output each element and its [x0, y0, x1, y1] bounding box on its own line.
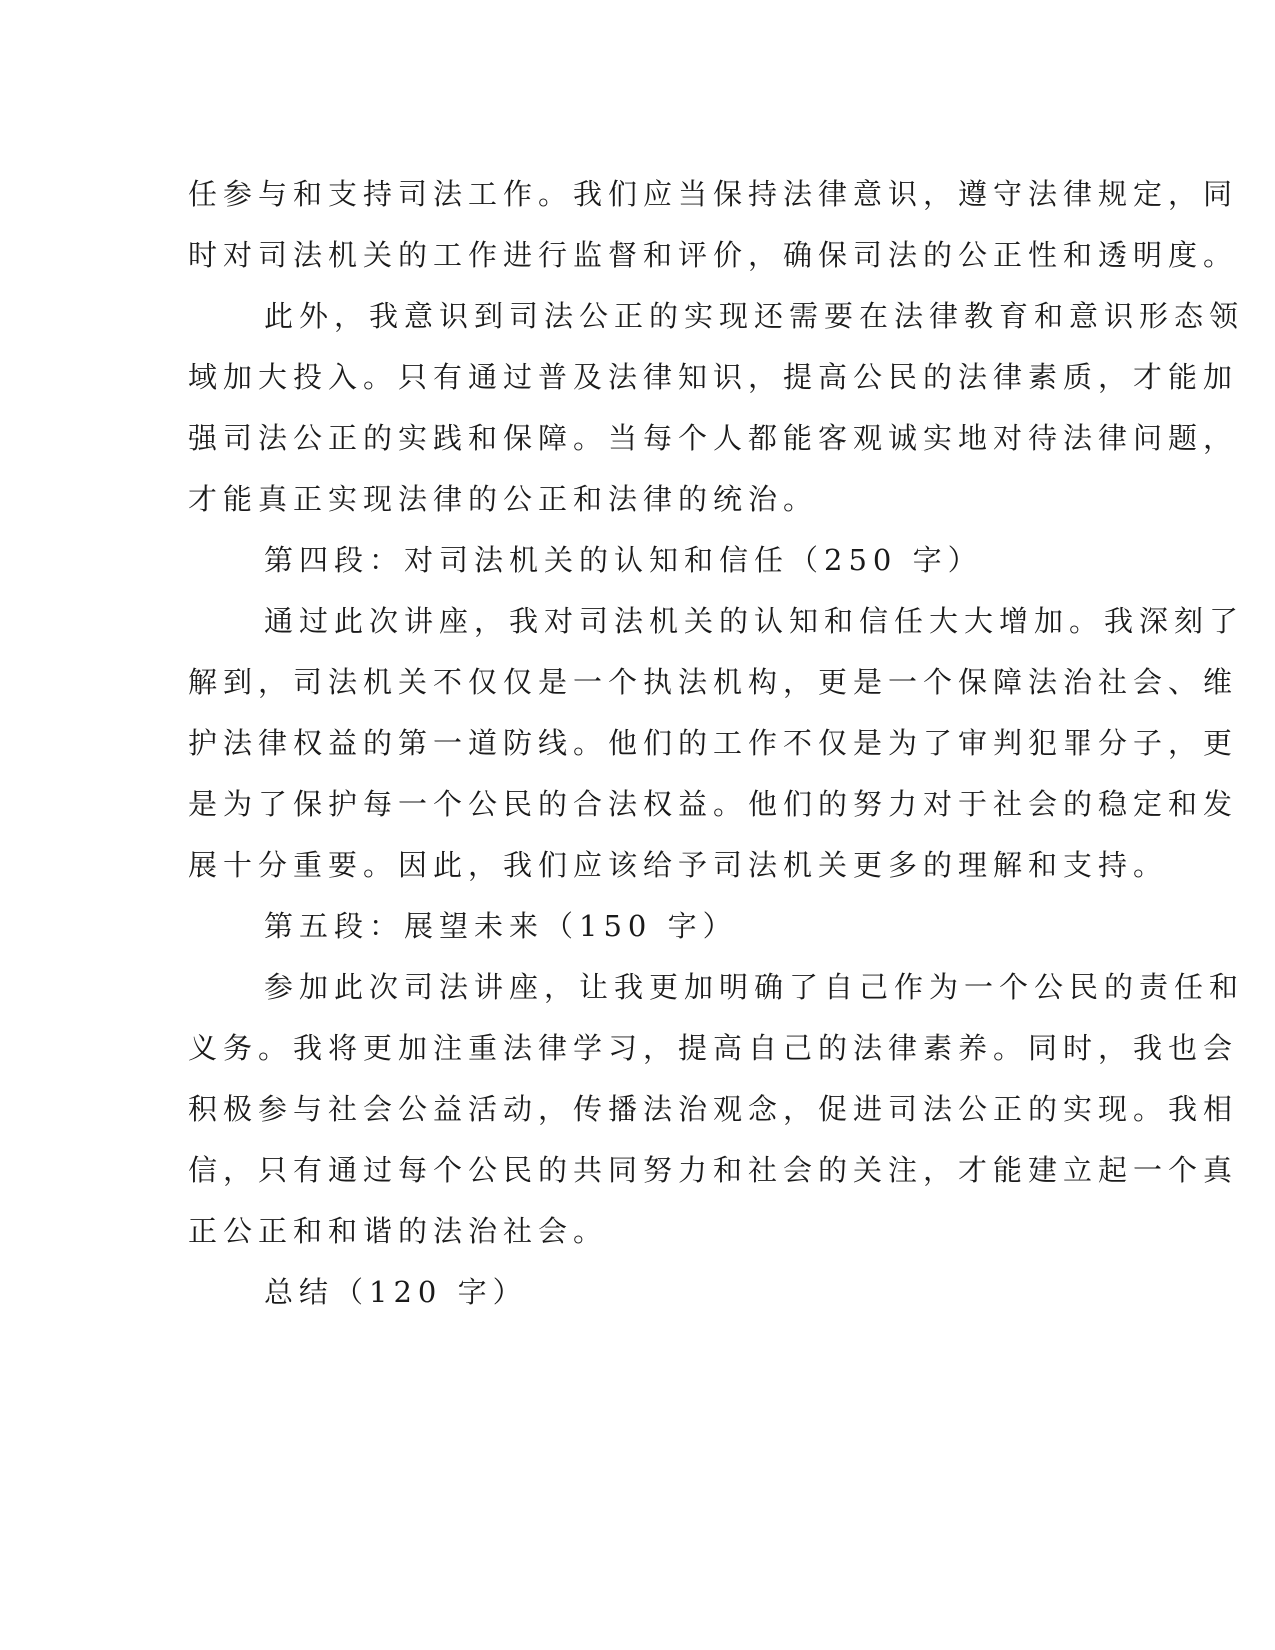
- text-line: 护法律权益的第一道防线。他们的工作不仅是为了审判犯罪分子，更: [188, 726, 1239, 760]
- text-line: 积极参与社会公益活动，传播法治观念，促进司法公正的实现。我相: [188, 1092, 1239, 1126]
- text-line: 参加此次司法讲座，让我更加明确了自己作为一个公民的责任和: [264, 970, 1245, 1004]
- text-line: 域加大投入。只有通过普及法律知识，提高公民的法律素质，才能加: [188, 360, 1239, 394]
- summary-heading: 总结（120 字）: [264, 1275, 528, 1309]
- paragraph: [188, 164, 1239, 286]
- text-line: 此外，我意识到司法公正的实现还需要在法律教育和意识形态领: [264, 299, 1245, 333]
- text-line: 时对司法机关的工作进行监督和评价，确保司法的公正性和透明度。: [188, 238, 1239, 272]
- section-heading: 第四段：对司法机关的认知和信任（250 字）: [264, 543, 983, 577]
- paragraph: [188, 591, 1245, 896]
- text-line: 正公正和和谐的法治社会。: [188, 1214, 609, 1248]
- text-line: 强司法公正的实践和保障。当每个人都能客观诚实地对待法律问题，: [188, 421, 1239, 455]
- text-line: 解到，司法机关不仅仅是一个执法机构，更是一个保障法治社会、维: [188, 665, 1239, 699]
- text-line: 展十分重要。因此，我们应该给予司法机关更多的理解和支持。: [188, 848, 1169, 882]
- paragraph: [188, 286, 1245, 530]
- text-line: 任参与和支持司法工作。我们应当保持法律意识，遵守法律规定，同: [188, 177, 1239, 211]
- paragraph: [188, 957, 1245, 1262]
- text-line: 是为了保护每一个公民的合法权益。他们的努力对于社会的稳定和发: [188, 787, 1239, 821]
- text-line: 义务。我将更加注重法律学习，提高自己的法律素养。同时，我也会: [188, 1031, 1239, 1065]
- text-line: 通过此次讲座，我对司法机关的认知和信任大大增加。我深刻了: [264, 604, 1245, 638]
- text-line: 信，只有通过每个公民的共同努力和社会的关注，才能建立起一个真: [188, 1153, 1239, 1187]
- section-heading: 第五段：展望未来（150 字）: [264, 909, 738, 943]
- document-body: [188, 164, 1245, 1323]
- text-line: 才能真正实现法律的公正和法律的统治。: [188, 482, 819, 516]
